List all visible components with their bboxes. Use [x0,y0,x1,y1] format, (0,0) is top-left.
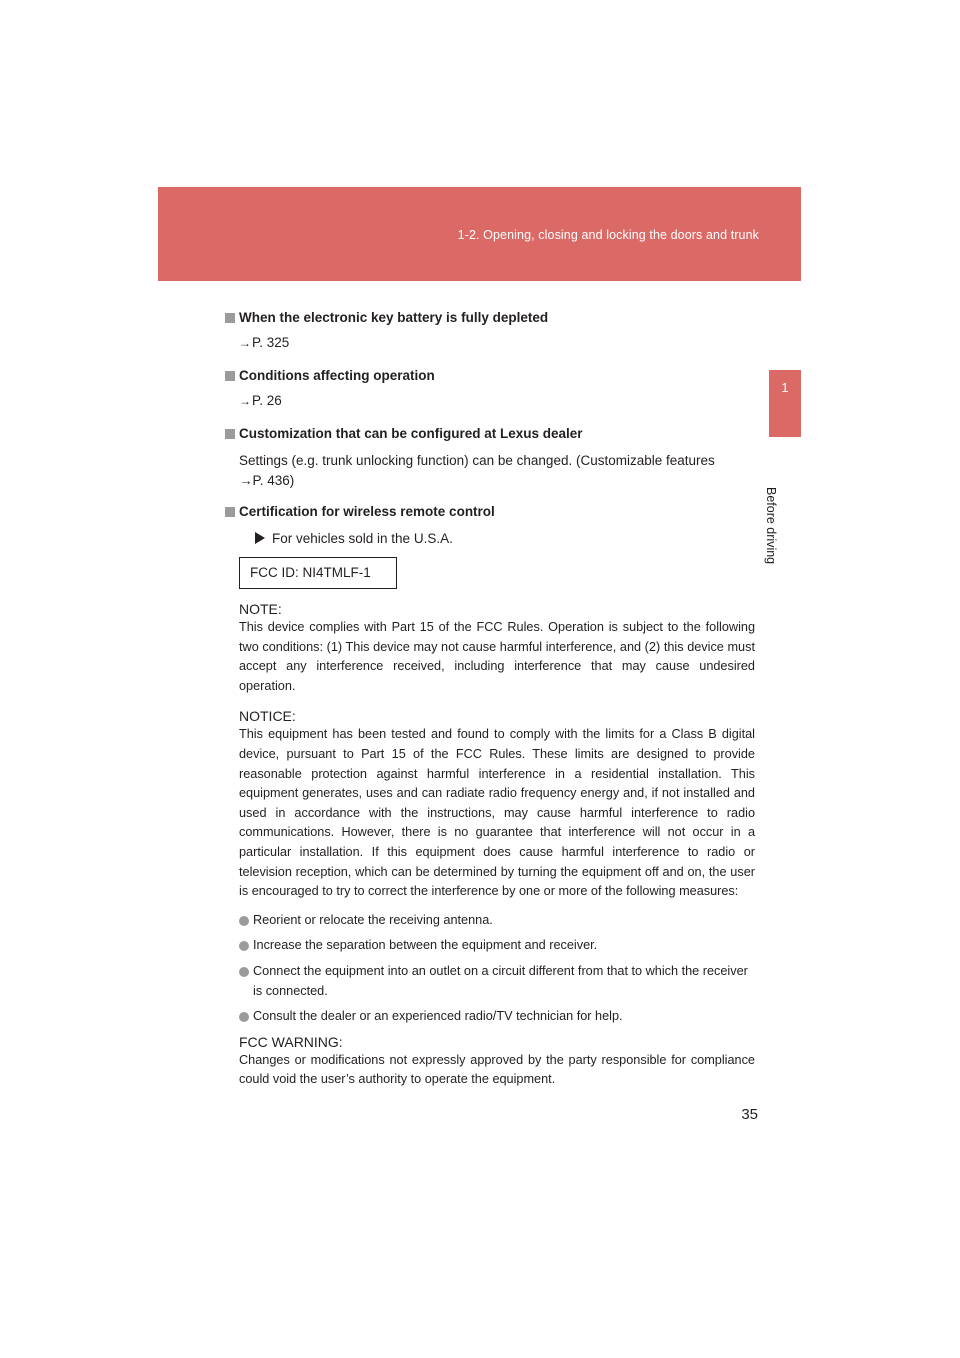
list-item: Connect the equipment into an outlet on a circuit different from that to which the receiver is connected. [239,962,755,1001]
circle-bullet-icon [239,916,249,926]
warning-label: FCC WARNING: [239,1033,343,1050]
notice-text: This equipment has been tested and found to comply with the limits for a Class B digital device, pursuant to Part 15 of the FCC Rules. These limits are designed to provide reasonable protection against harmful interference in a residential installation. This equipment generates, uses and can radiate radio frequency energy and, if not installed and used in accordance with the instructions, may cause harmful interference to radio communications. However, there is no guarantee that interference will not occur in a particular installation. If this equipment does cause harmful interference to radio or television reception, which can be determined by turning the equipment off and on, the user is encouraged to try to correct the interference by one or more of the following measures: [239,727,755,899]
page-reference: →P. 26 [239,393,282,408]
chapter-side-label: Before driving [764,487,778,565]
section-heading-certification: Certification for wireless remote control [225,502,755,521]
vehicle-note: For vehicles sold in the U.S.A. [255,529,755,548]
arrow-right-icon: → [239,336,251,350]
note-text: This device complies with Part 15 of the FCC Rules. Operation is subject to the following two conditions: (1) This device may not cause harmful interference, and (2) this device must accept any interference received, including interference that may cause undesired operation. [239,620,755,693]
page-number: 35 [741,1106,758,1123]
measures-list [239,911,755,1027]
list-item: Consult the dealer or an experienced radio/TV technician for help. [239,1007,755,1027]
notice-label: NOTICE: [239,708,296,725]
warning-text: Changes or modifications not expressly approved by the party responsible for compliance could void the user’s authority to operate the equipment. [239,1052,755,1087]
circle-bullet-icon [239,967,249,977]
list-item: Reorient or relocate the receiving antenna. [239,911,755,931]
section-heading-battery: When the electronic key battery is fully depleted [225,308,755,327]
chapter-side-tab [769,370,801,437]
square-bullet-icon [225,313,235,323]
circle-bullet-icon [239,1012,249,1022]
arrow-right-icon: → [239,473,253,488]
chapter-number: 1 [781,380,789,395]
customization-text: Settings (e.g. trunk unlocking function) can be changed. (Customizable features →P. 436) [239,453,715,488]
arrow-right-icon: → [239,394,251,408]
fcc-id-box: FCC ID: NI4TMLF-1 [239,557,397,589]
chapter-header-band [158,187,801,281]
circle-bullet-icon [239,941,249,951]
triangle-bullet-icon [255,532,265,544]
page-content [225,308,755,1090]
note-label: NOTE: [239,601,282,617]
list-item: Increase the separation between the equipment and receiver. [239,936,755,956]
square-bullet-icon [225,507,235,517]
square-bullet-icon [225,371,235,381]
section-heading-conditions: Conditions affecting operation [225,366,755,385]
page-reference: →P. 325 [239,335,290,350]
square-bullet-icon [225,429,235,439]
section-heading-customization: Customization that can be configured at Lexus dealer [225,424,755,443]
chapter-title: 1-2. Opening, closing and locking the doors and trunk [457,228,759,242]
